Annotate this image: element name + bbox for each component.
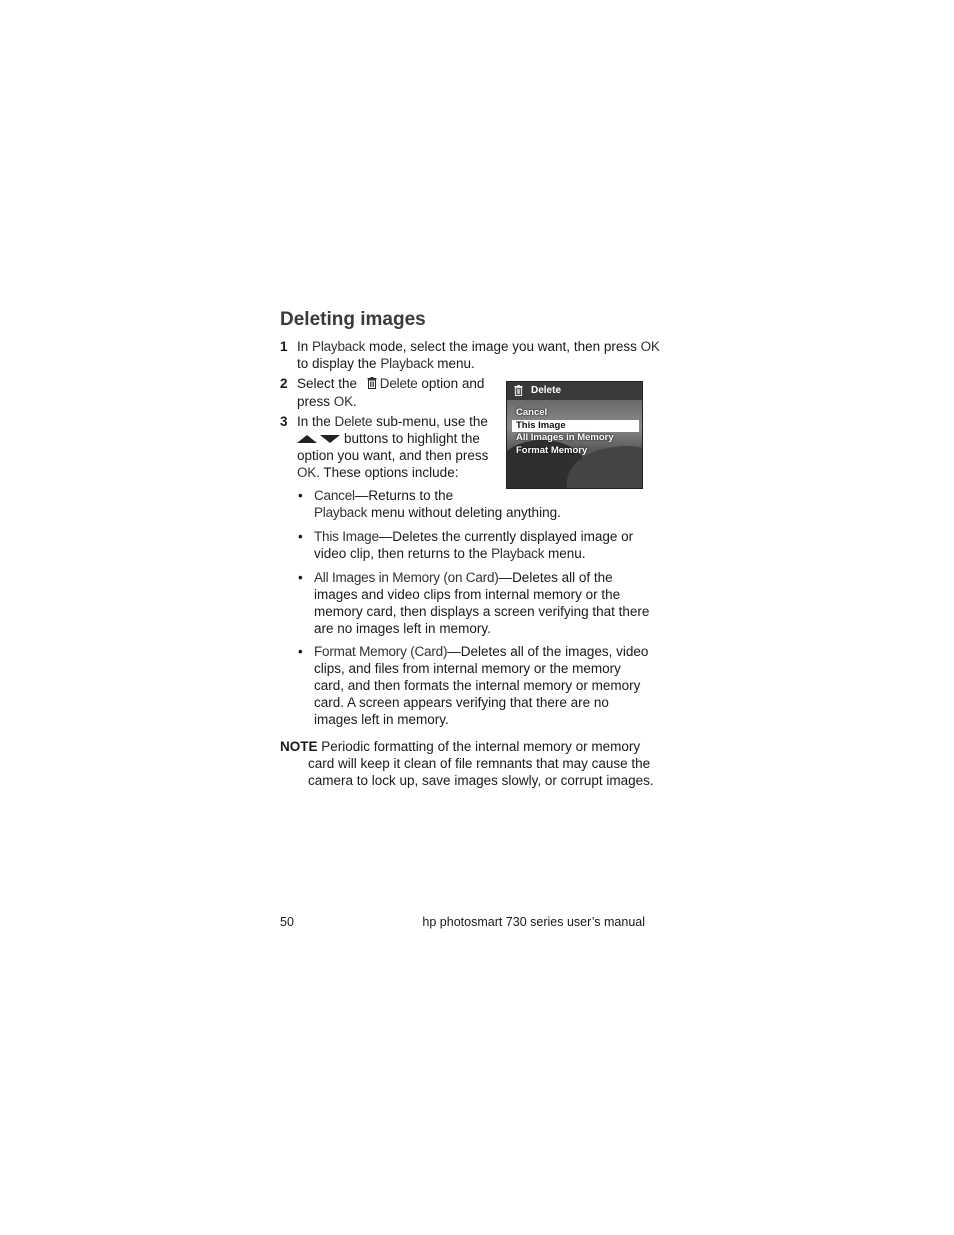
page-title: Deleting images bbox=[280, 309, 426, 330]
ui-term-all-images: All Images in Memory (on Card) bbox=[314, 570, 499, 585]
step-number: 1 bbox=[280, 339, 288, 354]
ui-term-playback: Playback bbox=[491, 546, 545, 561]
bullet-dot: • bbox=[298, 644, 303, 659]
ui-term-playback: Playback bbox=[380, 356, 434, 371]
bullet-dot: • bbox=[298, 529, 303, 544]
arrow-down-icon bbox=[320, 435, 340, 443]
step-number: 3 bbox=[280, 414, 288, 429]
bullet-dot: • bbox=[298, 488, 303, 503]
ui-term-playback: Playback bbox=[314, 505, 368, 520]
ui-term-ok: OK bbox=[297, 465, 317, 480]
arrow-up-icon bbox=[297, 435, 317, 443]
ui-term-playback: Playback bbox=[312, 339, 366, 354]
camera-menu-item-format-memory: Format Memory bbox=[516, 444, 588, 456]
ui-term-ok: OK bbox=[640, 339, 660, 354]
ui-term-ok: OK bbox=[333, 394, 353, 409]
camera-menu-title: Delete bbox=[531, 385, 562, 396]
trash-icon bbox=[367, 376, 377, 393]
camera-menu-item-all-images: All Images in Memory bbox=[516, 432, 614, 443]
ui-term-delete: Delete bbox=[379, 376, 418, 391]
camera-menu-header bbox=[507, 382, 643, 400]
ui-term-delete: Delete bbox=[334, 414, 373, 429]
ui-term-this-image: This Image bbox=[314, 529, 379, 544]
note-label: NOTE bbox=[280, 739, 318, 754]
ui-term-format-memory: Format Memory (Card) bbox=[314, 644, 448, 659]
manual-title: hp photosmart 730 series user’s manual bbox=[422, 915, 645, 929]
camera-menu-item-cancel: Cancel bbox=[516, 407, 548, 418]
trash-icon bbox=[514, 385, 523, 399]
camera-menu-item-this-image: This Image bbox=[512, 420, 639, 433]
camera-delete-menu-screenshot bbox=[506, 381, 643, 489]
step-number: 2 bbox=[280, 376, 288, 391]
bullet-dot: • bbox=[298, 570, 303, 585]
camera-menu-list bbox=[512, 407, 639, 457]
note-block: NOTE Periodic formatting of the internal memory or memory card will keep it clean of file remnants that may cause the camera to lock up, save images slowly, or corrupt images. bbox=[280, 739, 654, 788]
ui-term-cancel: Cancel bbox=[314, 488, 355, 503]
page-number: 50 bbox=[280, 915, 294, 929]
